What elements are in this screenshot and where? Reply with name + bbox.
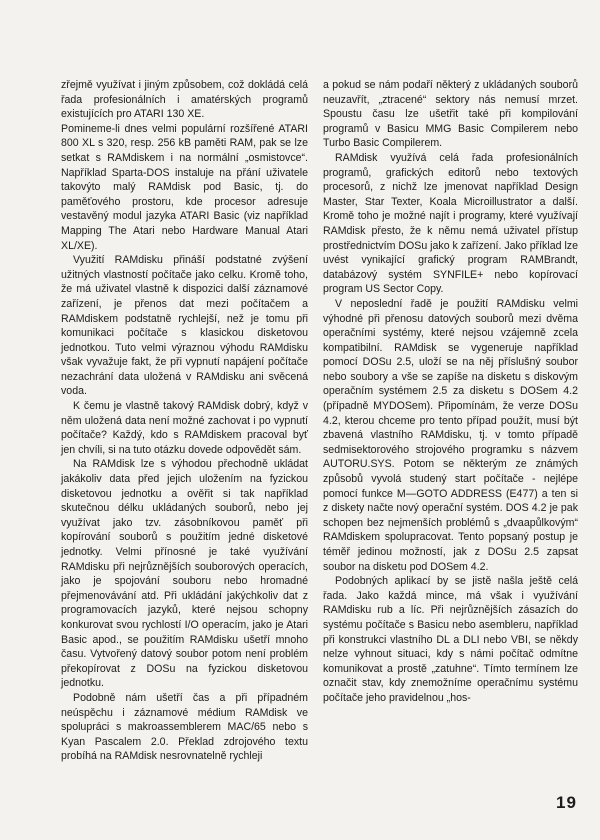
paragraph: Využití RAMdisku přináší podstatné zvýšení užitných vlastností počítače jako celku. Kromě toho, že má uživatel vlastně k dispozici další záznamové zařízení, je přenos dat mezi počítačem a RAMdiskem podstatně rychlejší, než je tomu při komunikaci počítače s klasickou disketovou jednotkou. Tuto velmi výraznou výhodu RAMdisku však vyvažuje fakt, že při vypnutí napájení počítače nezachrání data uložená v RAMdisku ani svěcená voda. — [61, 254, 308, 398]
page-number: 19 — [556, 793, 577, 812]
left-column — [61, 78, 308, 764]
paragraph: zřejmě využívat i jiným způsobem, což dokládá celá řada profesionálních i amatérských programů existujících pro ATARI 130 XE. — [61, 79, 308, 121]
paragraph: Pomineme-li dnes velmi populární rozšířené ATARI 800 XL s 320, resp. 256 kB paměti RAM, pak se lze setkat s RAMdiskem i na normální „osmistovce“. Například Sparta-DOS instaluje na přání uživatele takovýto malý RAMdisk pod Basic, tj. do paměťového prostoru, kde procesor adresuje vestavěný modul jazyka ATARI Basic (viz například Mapping The Atari nebo Hardware Manual Atari XL/XE). — [61, 122, 308, 252]
paragraph: V neposlední řadě je použití RAMdisku velmi výhodné při přenosu datových souborů mezi dvěma operačními systémy, které nejsou vzájemně zcela kompatibilní. RAMdisk se vygeneruje například pomocí DOSu 2.5, uloží se na něj příslušný soubor nebo soubory a vše se zapíše na disketu s diskovým operačním systémem 2.5 za disketu s DOSem 4.2 (případně MYDOSem). Připomínám, že verze DOSu 4.2, kterou chceme pro tento případ použít, musí být zbavená vlastního RAMdisku, tj. v tomto případě sedmisektorového strojového programku s názvem AUTORU.SYS. Potom se některým ze známých způsobů vyvolá studený start počítače - nejlépe pomocí funkce M—GOTO ADDRESS (E477) a ten si z diskety načte nový operační systém. DOS 4.2 je pak schopen bez nejmenších problémů s „dvaapůlkovým“ RAMdiskem spolupracovat. Tento popsaný postup je téměř jedinou možností, jak z DOSu 2.5 zapsat soubor na disketu pod DOSem 4.2. — [323, 297, 578, 573]
right-column — [323, 78, 578, 706]
paragraph: Na RAMdisk lze s výhodou přechodně ukládat jakákoliv data před jejich uložením na fyzickou disketovou jednotku a ověřit si tak například skutečnou délku ukládaných souborů, nebo jej využívat jako tzv. zásobníkovou paměť při kopírování souborů s použitím jedné disketové jednotky. Velmi přínosné je také využívání RAMdisku při nejrůznějších souborových operacích, jako je spojování souboru nebo hromadné přejmenovávání atd. Při ukládání jakýchkoliv dat z programovacích jazyků, které nejsou schopny konkurovat svou rychlostí I/O operacím, jako je Atari Basic apod., se použitím RAMdisku ušetří mnoho času. Vytvořený datový soubor potom není problém překopírovat z DOSu na fyzickou disketovou jednotku. — [61, 458, 308, 690]
paragraph: a pokud se nám podaří některý z ukládaných souborů neuzavřít, „ztracené“ sektory nás nemusí mrzet. Spoustu času lze ušetřit také při kompilování programů v Basicu MMG Basic Compilerem nebo Turbo Basic Compilerem. — [323, 79, 578, 150]
paragraph: Podobně nám ušetří čas a při případném neúspěchu i záznamové médium RAMdisk ve spolupráci s makroassemblerem MAC/65 nebo s Kyan Pascalem 2.0. Překlad zdrojového textu probíhá na RAMdisk nesrovnatelně rychleji — [61, 691, 308, 763]
paragraph: RAMdisk využívá celá řada profesionálních programů, grafických editorů nebo textových procesorů, z nichž lze jmenovat například Design Master, Star Texter, Koala Microillustrator a další. Kromě toho je možné najít i programy, které využívají RAMdisk přesto, že k němu nemá uživatel přístup prostřednictvím DOSu jako k zařízení. Jako příklad lze uvést vynikající grafický program RAMBrandt, databázový systém SYNFILE+ nebo kopírovací program US Sector Copy. — [323, 151, 578, 296]
paragraph: Podobných aplikací by se jistě našla ještě celá řada. Jako každá mince, má však i využívání RAMdisku rub a líc. Při nejrůznějších zásazích do systému počítače s Basicu nebo asembleru, například při konstrukci vlastního DL a DLI nebo VBI, se někdy nelze vyhnout situaci, kdy s námi počítač odmítne komunikovat a prostě „zatuhne“. Tímto termínem lze označit stav, kdy znemožníme operačnímu systému počítače jeho pravidelnou „hos- — [323, 575, 578, 704]
paragraph: K čemu je vlastně takový RAMdisk dobrý, když v něm uložená data není možné zachovat i po vypnutí počítače? Každý, kdo s RAMdiskem pracoval byť jen chvíli, si na tuto otázku dovede odpovědět sám. — [61, 400, 308, 456]
